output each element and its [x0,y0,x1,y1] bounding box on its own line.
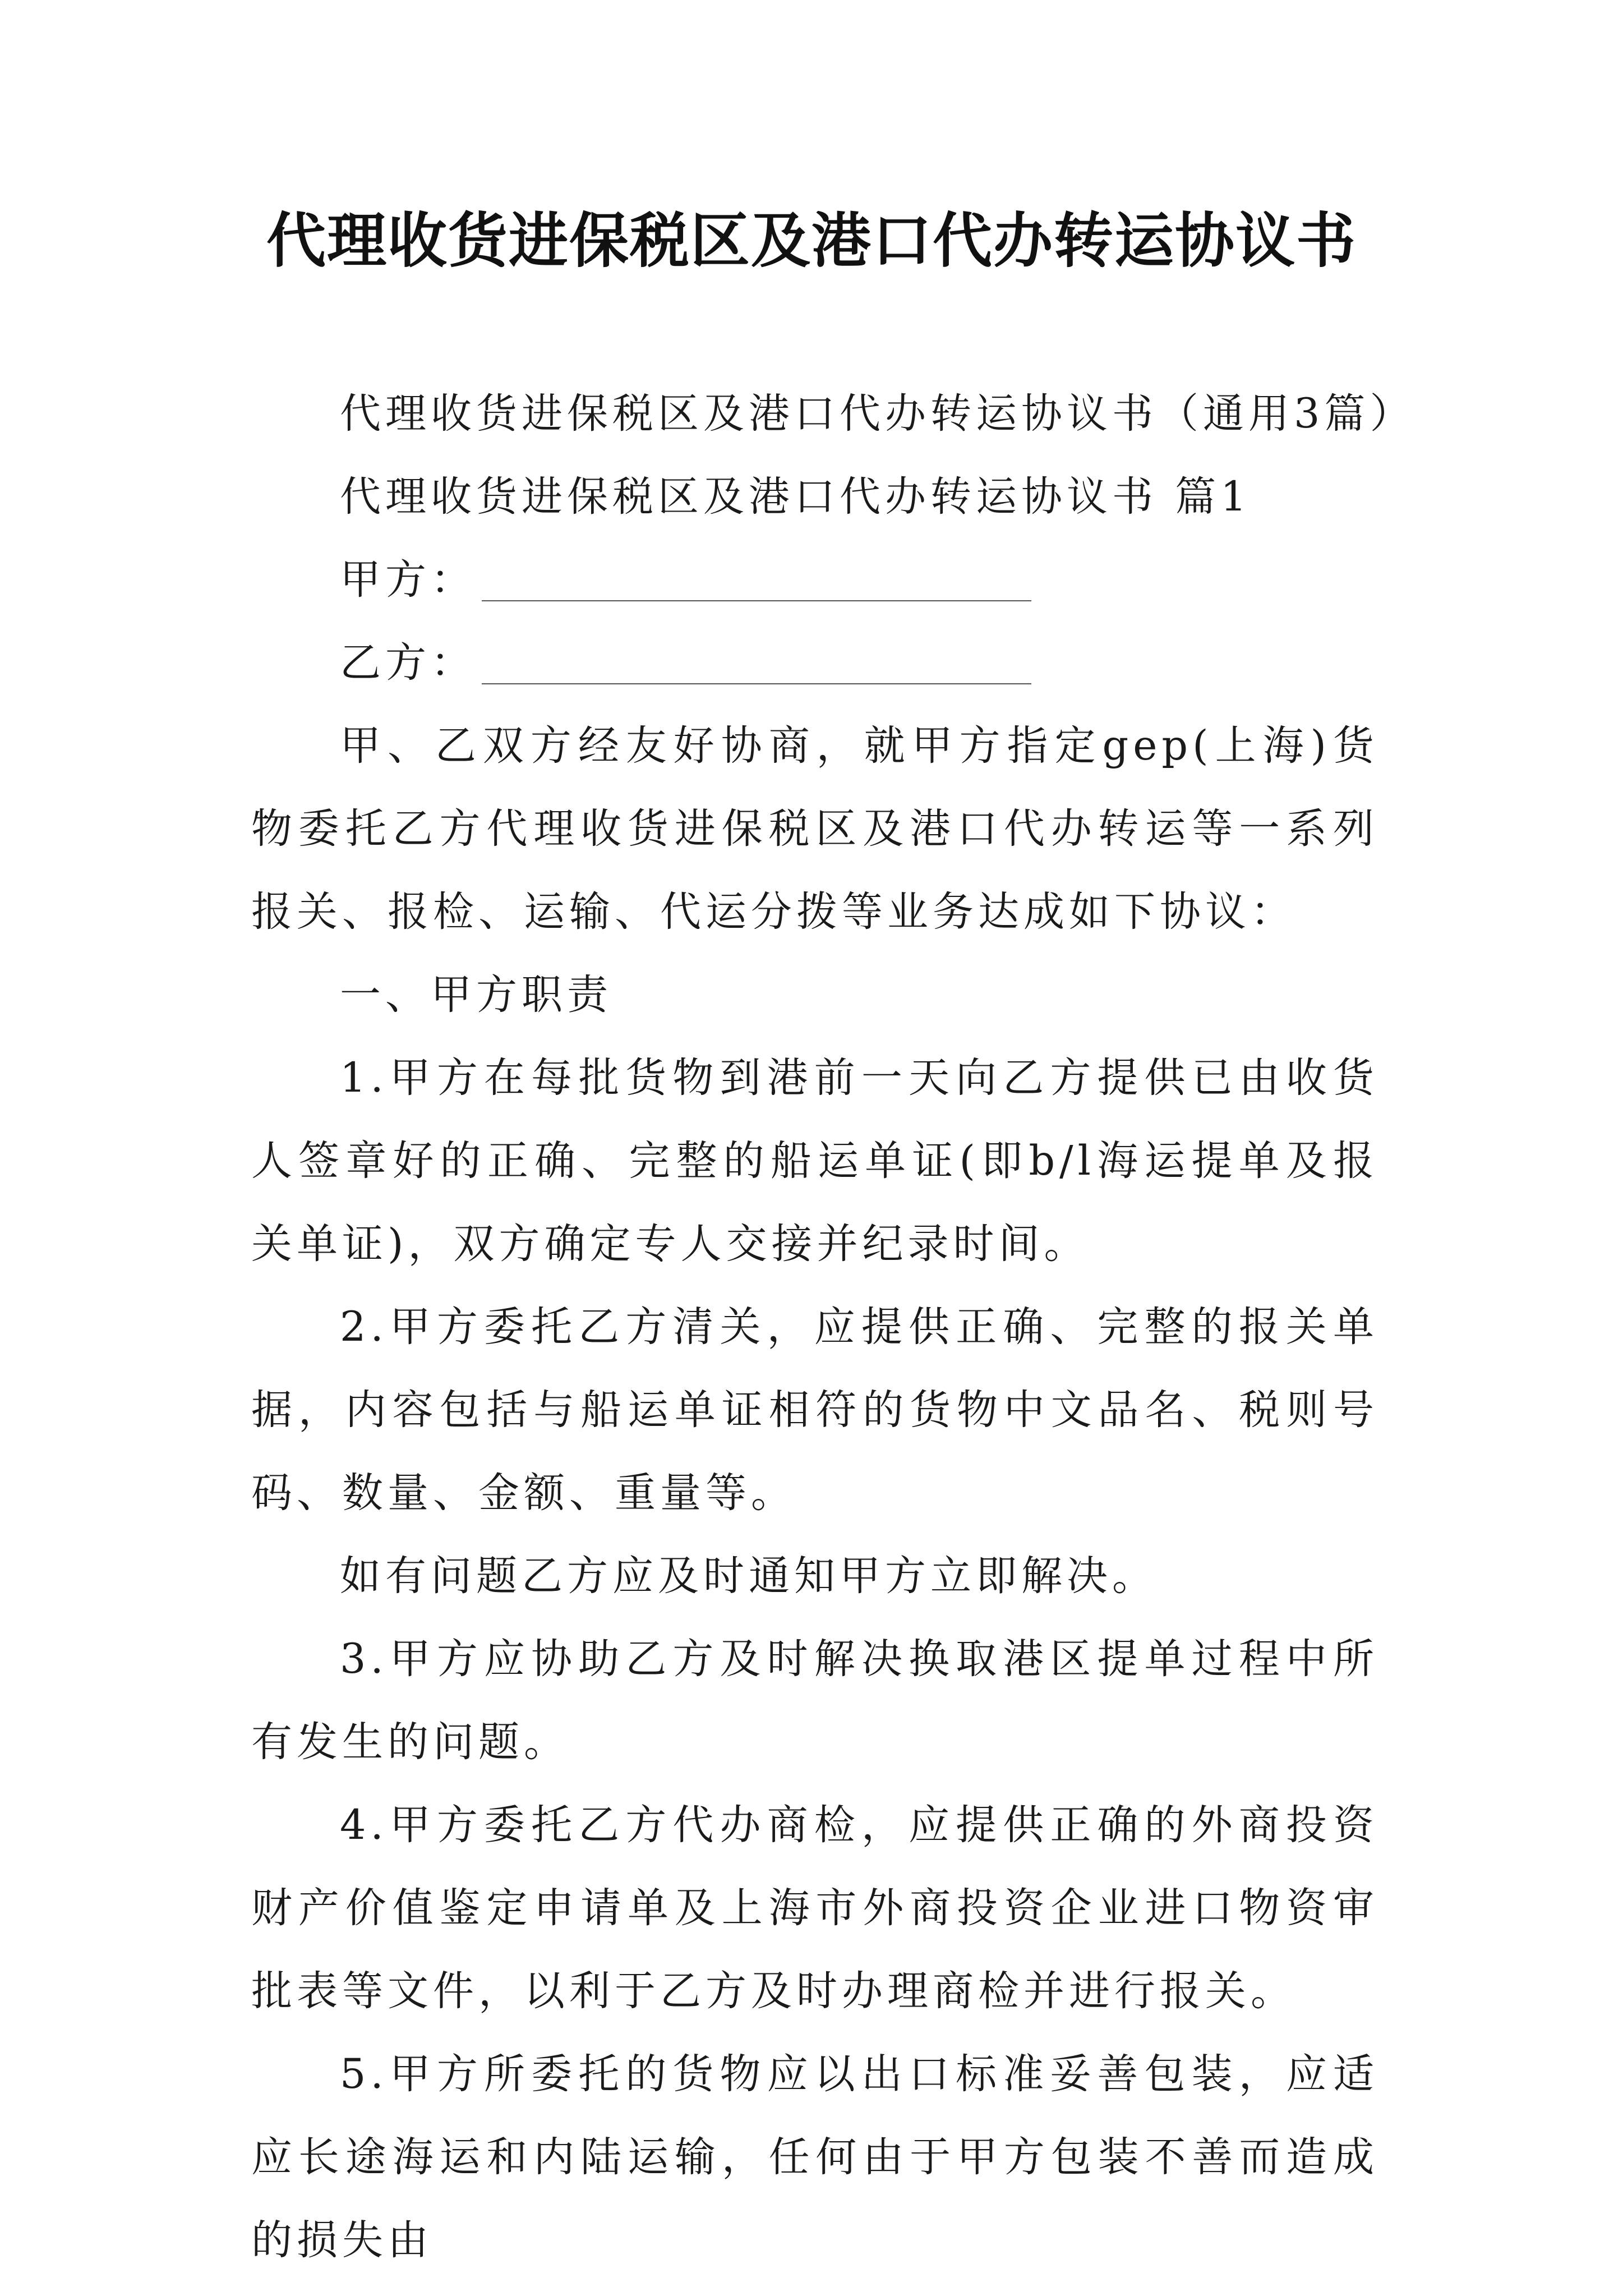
party-a-label: 甲方： [340,556,476,604]
party-b-label: 乙方： [340,639,476,687]
clause-item: 5.甲方所委托的货物应以出口标准妥善包装，应适应长途海运和内陆运输，任何由于甲方包装不善而造成的损失由 [251,2050,1378,2264]
document-subtitle: 代理收货进保税区及港口代办转运协议书（通用3篇） [340,390,1415,438]
party-a-line [251,539,1378,622]
party-a-blank [482,600,1031,601]
intro-paragraph: 甲、乙双方经友好协商，就甲方指定gep(上海)货物委托乙方代理收货进保税区及港口代办转运等一系列报关、报检、运输、代运分拨等业务达成如下协议： [251,722,1378,936]
clause-heading: 一、甲方职责 [340,971,612,1019]
party-b-blank [482,683,1031,684]
clause-item: 2.甲方委托乙方清关，应提供正确、完整的报关单据，内容包括与船运单证相符的货物中文品名、税则号码、数量、金额、重量等。 [251,1303,1378,1517]
party-b-line [251,622,1378,705]
section-heading: 代理收货进保税区及港口代办转运协议书 篇1 [340,473,1251,521]
clause-item: 1.甲方在每批货物到港前一天向乙方提供已由收货人签章好的正确、完整的船运单证(即b/l海运提单及报关单证)，双方确定专人交接并纪录时间。 [251,1054,1378,1268]
clause-item: 4.甲方委托乙方代办商检，应提供正确的外商投资财产价值鉴定申请单及上海市外商投资企业进口物资审批表等文件，以利于乙方及时办理商检并进行报关。 [251,1801,1378,2015]
clause-note: 如有问题乙方应及时通知甲方立即解决。 [340,1552,1158,1600]
document-body [251,372,1415,2282]
document-title: 代理收货进保税区及港口代办转运协议书 [266,206,1357,275]
clause-item: 3.甲方应协助乙方及时解决换取港区提单过程中所有发生的问题。 [251,1635,1378,1766]
